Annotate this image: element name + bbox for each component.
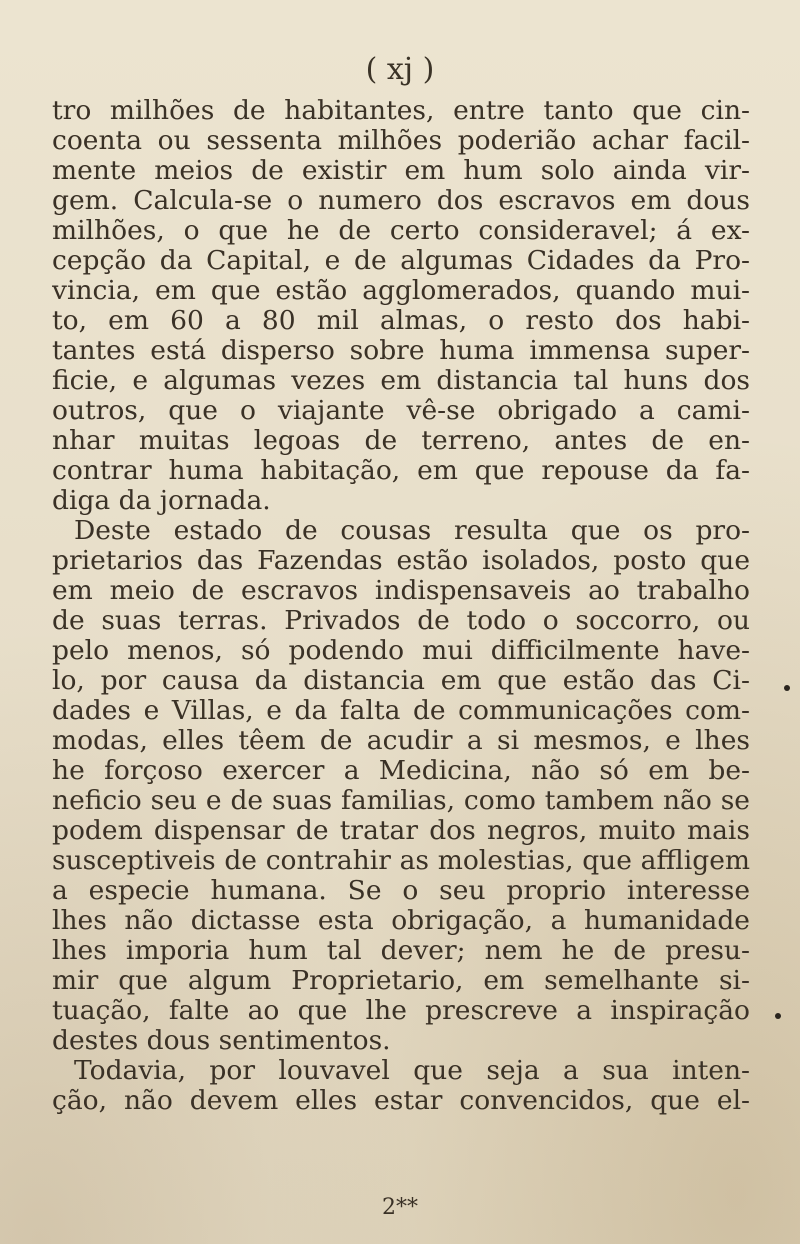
text-line: ção, não devem elles estar convencidos, que el- [52, 1086, 750, 1116]
text-line: lhes imporia hum tal dever; nem he de presu- [52, 936, 750, 966]
text-line: em meio de escravos indispensaveis ao trabalho [52, 576, 750, 606]
text-line: neficio seu e de suas familias, como tambem não se [52, 786, 750, 816]
text-line: gem. Calcula-se o numero dos escravos em dous [52, 186, 750, 216]
text-line: modas, elles têem de acudir a si mesmos, e lhes [52, 726, 750, 756]
text-line: dades e Villas, e da falta de communicações com- [52, 696, 750, 726]
text-line: a especie humana. Se o seu proprio interesse [52, 876, 750, 906]
text-line: he forçoso exercer a Medicina, não só em be- [52, 756, 750, 786]
text-line: tantes está disperso sobre huma immensa super- [52, 336, 750, 366]
paragraph-start-line: Todavia, por louvavel que seja a sua inten- [74, 1056, 750, 1086]
text-line: mir que algum Proprietario, em semelhante si- [52, 966, 750, 996]
paragraph-end-line: destes dous sentimentos. [52, 1026, 391, 1056]
text-line: lo, por causa da distancia em que estão das Ci- [52, 666, 750, 696]
body-text [52, 96, 750, 1116]
text-line: vincia, em que estão agglomerados, quando mui- [52, 276, 750, 306]
ink-spot [784, 685, 790, 691]
text-line: tuação, falte ao que lhe prescreve a inspiração [52, 996, 750, 1026]
text-line: outros, que o viajante vê-se obrigado a cami- [52, 396, 750, 426]
text-line: to, em 60 a 80 mil almas, o resto dos habi- [52, 306, 750, 336]
text-line: prietarios das Fazendas estão isolados, posto que [52, 546, 750, 576]
text-line: milhões, o que he de certo consideravel; á ex- [52, 216, 750, 246]
paragraph-start-line: Deste estado de cousas resulta que os pro- [74, 516, 750, 546]
text-line: ficie, e algumas vezes em distancia tal huns dos [52, 366, 750, 396]
page-number-header: ( xj ) [365, 52, 435, 87]
signature-mark: 2** [382, 1195, 418, 1220]
text-line: cepção da Capital, e de algumas Cidades da Pro- [52, 246, 750, 276]
text-line: coenta ou sessenta milhões poderião achar facil- [52, 126, 750, 156]
text-line: susceptiveis de contrahir as molestias, que affligem [52, 846, 750, 876]
paragraph-end-line: diga da jornada. [52, 486, 271, 516]
text-line: lhes não dictasse esta obrigação, a humanidade [52, 906, 750, 936]
text-line: tro milhões de habitantes, entre tanto que cin- [52, 96, 750, 126]
text-line: nhar muitas legoas de terreno, antes de en- [52, 426, 750, 456]
text-line: mente meios de existir em hum solo ainda vir- [52, 156, 750, 186]
text-line: contrar huma habitação, em que repouse da fa- [52, 456, 750, 486]
text-line: pelo menos, só podendo mui difficilmente have- [52, 636, 750, 666]
text-line: podem dispensar de tratar dos negros, muito mais [52, 816, 750, 846]
text-line: de suas terras. Privados de todo o soccorro, ou [52, 606, 750, 636]
ink-spot [775, 1013, 781, 1019]
